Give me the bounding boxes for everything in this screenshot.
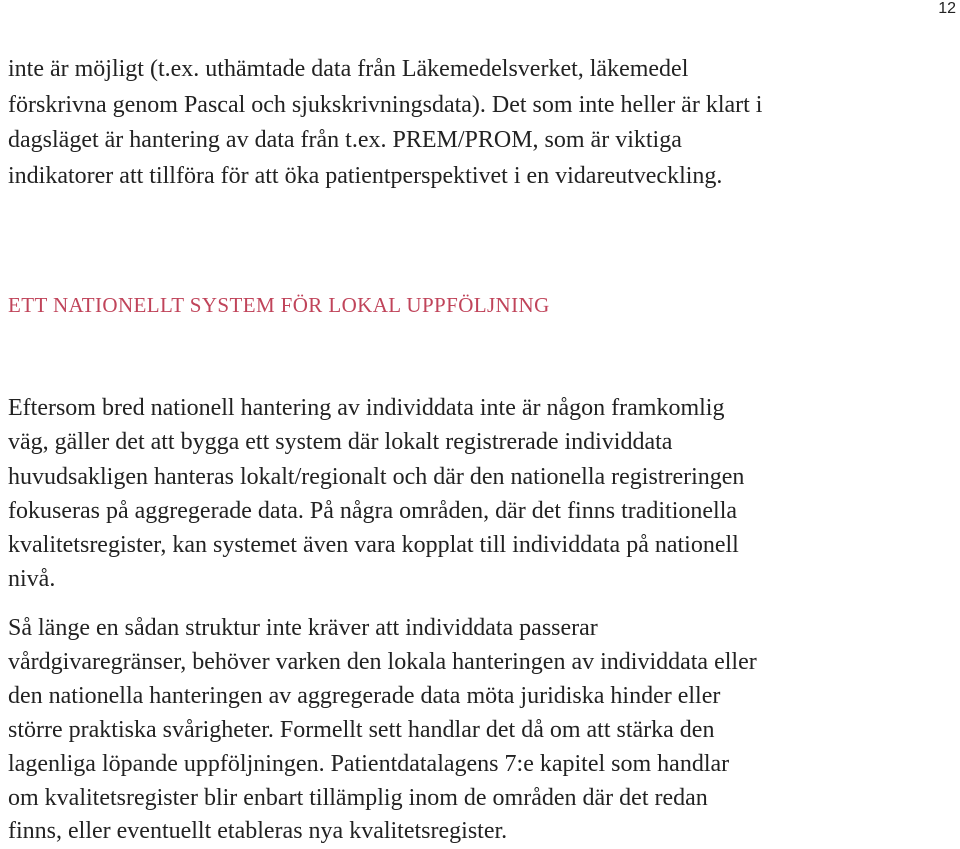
paragraph-line: om kvalitetsregister blir enbart tillämplig inom de områden där det redan [8, 784, 708, 811]
intro-line: indikatorer att tillföra för att öka patientperspektivet i en vidareutveckling. [8, 162, 723, 189]
body-paragraph-1 [8, 391, 948, 597]
intro-line: förskrivna genom Pascal och sjukskrivningsdata). Det som inte heller är klart i [8, 91, 763, 118]
paragraph-line: Så länge en sådan struktur inte kräver att individdata passerar [8, 615, 598, 641]
paragraph-line: den nationella hanteringen av aggregerade data möta juridiska hinder eller [8, 682, 721, 709]
paragraph-line: finns, eller eventuellt etableras nya kvalitetsregister. [8, 818, 508, 845]
paragraph-line: vårdgivaregränser, behöver varken den lokala hanteringen av individdata eller [8, 648, 757, 675]
paragraph-line: kvalitetsregister, kan systemet även vara kopplat till individdata på nationell [8, 532, 739, 559]
paragraph-line: nivå. [8, 566, 56, 593]
intro-line: inte är möjligt (t.ex. uthämtade data från Läkemedelsverket, läkemedel [8, 56, 689, 82]
paragraph-line: Eftersom bred nationell hantering av individdata inte är någon framkomlig [8, 395, 725, 421]
body-paragraph-2 [8, 612, 948, 849]
paragraph-line: lagenliga löpande uppföljningen. Patientdatalagens 7:e kapitel som handlar [8, 750, 730, 777]
paragraph-line: större praktiska svårigheter. Formellt sett handlar det då om att stärka den [8, 716, 715, 743]
page-number: 12 [938, 0, 956, 17]
intro-paragraph [8, 52, 948, 194]
intro-line: dagsläget är hantering av data från t.ex. PREM/PROM, som är viktiga [8, 127, 682, 153]
paragraph-line: väg, gäller det att bygga ett system där lokalt registrerade individdata [8, 429, 673, 456]
paragraph-line: fokuseras på aggregerade data. På några områden, där det finns traditionella [8, 497, 738, 524]
paragraph-line: huvudsakligen hanteras lokalt/regionalt och där den nationella registreringen [8, 463, 745, 490]
section-heading: ETT NATIONELLT SYSTEM FÖR LOKAL UPPFÖLJNING [8, 293, 550, 317]
